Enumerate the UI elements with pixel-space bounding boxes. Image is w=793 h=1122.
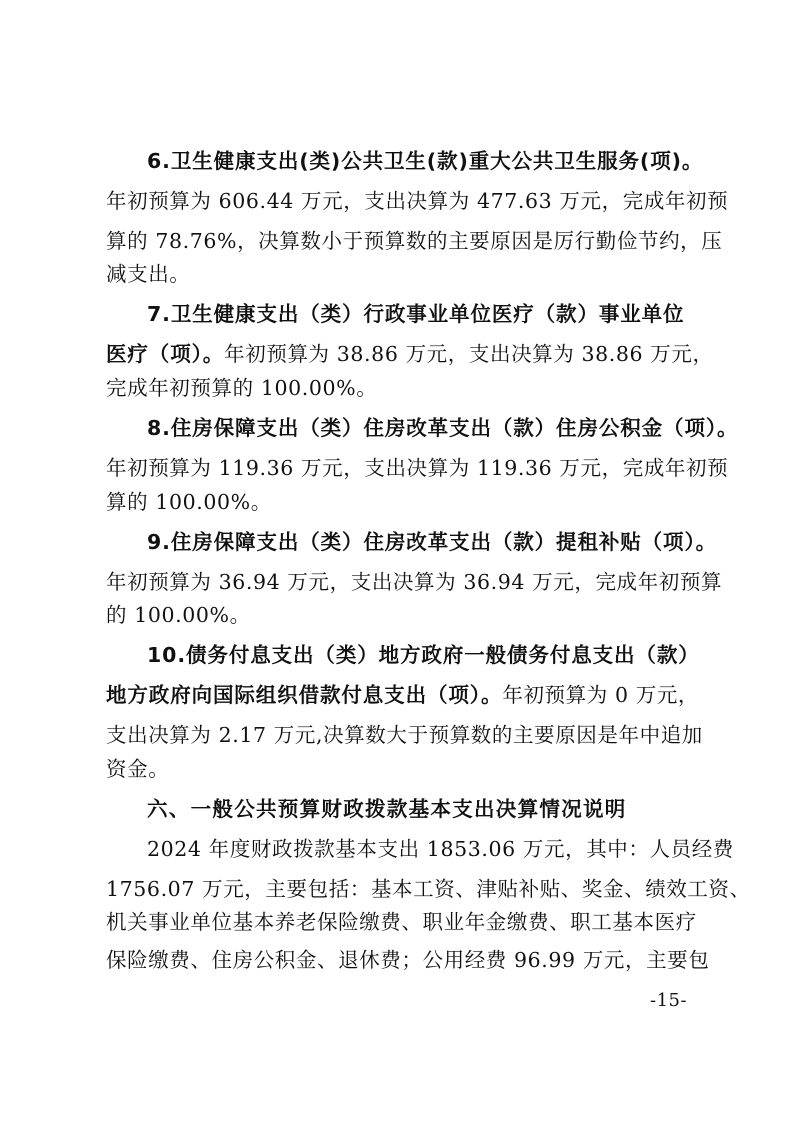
section-line-3: 机关事业单位基本养老保险缴费、职业年金缴费、职工基本医疗 — [106, 910, 697, 934]
item-6-heading: 6.卫生健康支出(类)公共卫生(款)重大公共卫生服务(项)。 — [147, 149, 704, 173]
item-10-heading-continued: 地方政府向国际组织借款付息支出（项）。 — [106, 683, 503, 707]
item-6-line-3: 减支出。 — [106, 262, 191, 286]
item-10-line-3: 资金。 — [106, 757, 170, 781]
item-7-heading: 7.卫生健康支出（类）行政事业单位医疗（款）事业单位 — [147, 302, 685, 326]
item-7-line-2: 完成年初预算的 100.00%。 — [106, 376, 378, 400]
item-9-line-2: 的 100.00%。 — [106, 603, 251, 627]
item-6-line-1: 年初预算为 606.44 万元，支出决算为 477.63 万元，完成年初预 — [106, 189, 729, 213]
item-7-heading-continued: 医疗（项）。 — [106, 342, 225, 366]
item-9-line-1: 年初预算为 36.94 万元，支出决算为 36.94 万元，完成年初预算 — [106, 570, 723, 594]
item-8-heading: 8.住房保障支出（类）住房改革支出（款）住房公积金（项）。 — [147, 416, 739, 440]
item-10-line-1 — [106, 681, 699, 709]
item-8-line-2: 算的 100.00%。 — [106, 490, 272, 514]
section-line-1: 2024 年度财政拨款基本支出 1853.06 万元，其中：人员经费 — [147, 837, 734, 861]
item-8-line-1: 年初预算为 119.36 万元，支出决算为 119.36 万元，完成年初预 — [106, 456, 729, 480]
section-heading: 六、一般公共预算财政拨款基本支出决算情况说明 — [147, 797, 627, 821]
page-number: -15- — [650, 990, 688, 1011]
item-7-line-1 — [106, 340, 714, 368]
item-6-line-2: 算的 78.76%，决算数小于预算数的主要原因是厉行勤俭节约，压 — [106, 229, 723, 253]
section-line-2: 1756.07 万元，主要包括：基本工资、津贴补贴、奖金、绩效工资、 — [106, 877, 751, 901]
item-10-line-2: 支出决算为 2.17 万元,决算数大于预算数的主要原因是年中追加 — [106, 723, 703, 747]
section-line-4: 保险缴费、住房公积金、退休费；公用经费 96.99 万元，主要包 — [106, 948, 710, 972]
item-9-heading: 9.住房保障支出（类）住房改革支出（款）提租补贴（项）。 — [147, 530, 717, 554]
item-10-line-1-text: 年初预算为 0 万元， — [502, 683, 700, 707]
item-10-heading: 10.债务付息支出（类）地方政府一般债务付息支出（款） — [147, 643, 700, 667]
item-7-line-1-text: 年初预算为 38.86 万元，支出决算为 38.86 万元， — [224, 342, 714, 366]
